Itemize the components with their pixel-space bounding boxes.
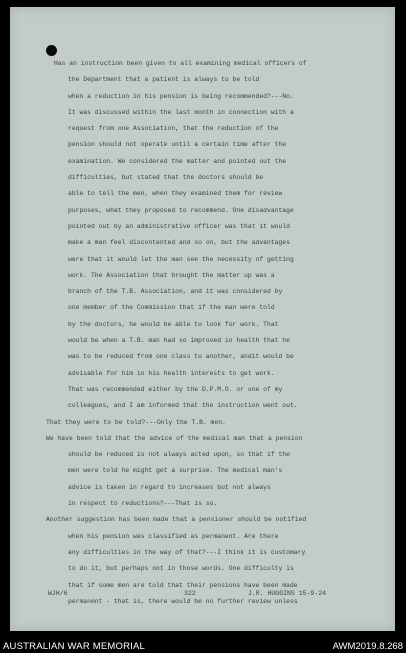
text-line: permanent - that is, there would be no further review unless [68,597,298,605]
text-line: advice is taken in regard to increases but not always [68,483,271,491]
text-line: by the doctors, he would be able to look for work. That [68,320,279,328]
text-line: would be when a T.B. man had so improved in health that he [68,337,290,345]
text-line: We have been told that the advice of the medical man that a pension [46,434,303,442]
footer-page-number: 322 [184,590,196,597]
text-line: Has an instruction been given to all examining medical officers of [54,60,307,67]
caption-accession: AWM2019.8.268 [332,641,403,652]
text-line: one member of the Commission that if the man were told [68,304,275,312]
text-line: colleagues, and I am informed that the instruction went out. [68,402,298,410]
text-line: difficulties, but stated that the doctors should be [68,174,264,182]
text-line: that if some men are told that their pensions have been made [68,581,298,589]
text-line: It was discussed within the last month in connection with a [68,108,294,116]
text-line: when a reduction in his pension is being recommended?---No. [68,92,294,100]
text-line: should be reduced is not always acted upon, so that if the [68,451,290,459]
text-line: examination. We considered the matter and pointed out the [68,157,287,165]
text-line: in respect to reductions?---That is so. [68,500,218,508]
text-line: work. The Association that brought the matter up was a [68,271,275,279]
footer-reference: WJH/6 [48,590,68,597]
text-line: was to be reduced from one class to another, andit would be [68,353,294,361]
text-line: the Department that a patient is always to be told [68,76,260,84]
punch-hole [46,45,57,56]
text-line: request from one Association, that the reduction of the [68,125,279,133]
text-line: purposes, what they proposed to recommend. One disadvantage [68,206,294,214]
text-line: to do it, but perhaps not in those words. One difficulty is [68,565,294,573]
text-line: Another suggestion has been made that a pensioner should be notified [46,516,307,524]
text-line: any difficulties in the way of that?---I think it is customary [68,548,306,556]
page-footer [34,590,364,604]
archive-caption [0,638,406,653]
text-line: That was recommended either by the D.P.M.O. or one of my [68,385,283,393]
caption-source: AUSTRALIAN WAR MEMORIAL [3,641,146,652]
text-line: men were told he might get a surprise. The medical man's [68,467,283,475]
transcript-body [46,56,379,610]
footer-witness: J.R. HUGGINS 15-9-24 [248,590,327,597]
text-line: were that it would let the man see the necessity of getting [68,255,294,263]
text-line: advisable for him in his health interests to get work. [68,369,275,377]
text-line: branch of the T.B. Association, and it was considered by [68,288,283,296]
text-line: able to tell the men, when they examined them for review [68,190,283,198]
text-line: That they were to be told?---Only the T.B. men. [46,418,226,426]
text-line: pension should not operate until a certain time after the [68,141,287,149]
text-line: make a man feel discontented and so on, but the advantages [68,239,290,247]
text-line: pointed out by an administrative officer was that it would [68,222,290,230]
text-line: when his pension was classified as permanent. Are there [68,532,279,540]
